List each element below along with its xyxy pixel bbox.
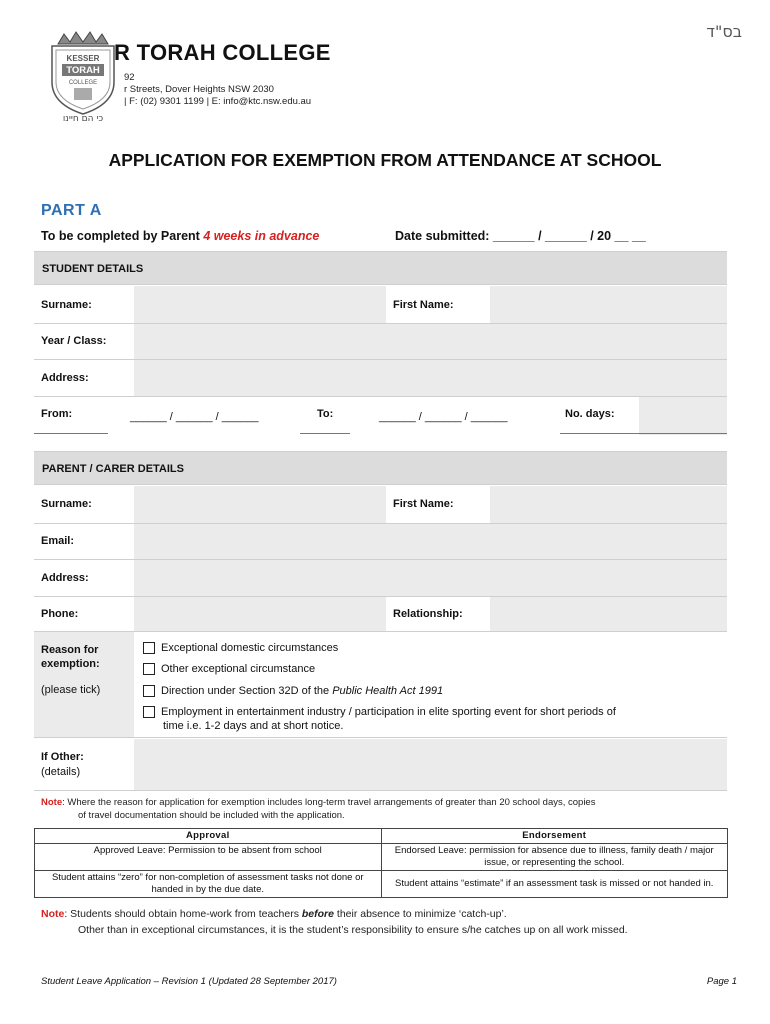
reason-option-employment[interactable]: [143, 705, 616, 733]
parent-firstname-label: First Name:: [393, 498, 454, 510]
logo-text-college: COLLEGE: [68, 80, 98, 86]
table-cell: Endorsed Leave: permission for absence due to illness, family death / major issue, or representing the school.: [381, 844, 728, 871]
no-days-label: No. days:: [565, 408, 615, 420]
form-title: APPLICATION FOR EXEMPTION FROM ATTENDANCE AT SCHOOL: [108, 150, 662, 170]
relationship-label: Relationship:: [393, 608, 463, 620]
student-year-row: [34, 324, 727, 360]
reason-label-line1: Reason for: [41, 644, 99, 656]
logo-motto: כי הם חיינו: [62, 114, 104, 122]
reason-option-label: Exceptional domestic circumstances: [161, 642, 339, 654]
homework-note-before: before: [301, 908, 334, 920]
homework-note-c: their absence to minimize ‘catch-up’.: [333, 908, 507, 920]
table-header-row: [35, 829, 728, 844]
public-health-act: Public Health Act 1991: [332, 685, 444, 697]
table-cell: Student attains “estimate” if an assessment task is missed or not handed in.: [381, 871, 728, 898]
table-cell: Approved Leave: Permission to be absent from school: [35, 844, 382, 871]
travel-note-line1: : Where the reason for application for exemption includes long-term travel arrangements of greater than 20 school days, copies: [62, 797, 596, 808]
travel-note-line2: of travel documentation should be included with the application.: [78, 810, 345, 821]
to-label: To:: [317, 408, 334, 420]
student-surname-label: Surname:: [41, 299, 92, 311]
completion-deadline: 4 weeks in advance: [203, 229, 320, 243]
homework-note: [41, 908, 628, 936]
parent-address-row: [34, 560, 727, 597]
from-label: From:: [41, 408, 73, 420]
student-dates-row: [34, 397, 727, 435]
checkbox[interactable]: [143, 642, 155, 654]
no-days-input[interactable]: [639, 397, 727, 435]
student-surname-input[interactable]: [134, 286, 386, 323]
if-other-label: If Other:: [41, 751, 84, 763]
parent-address-label: Address:: [41, 572, 89, 584]
student-address-row: [34, 360, 727, 397]
if-other-row: [34, 739, 727, 791]
homework-note-a: : Students should obtain home-work from teachers: [64, 908, 302, 920]
divider: [560, 433, 727, 434]
divider: [300, 433, 350, 434]
approval-endorsement-table: [34, 828, 728, 898]
parent-email-row: [34, 524, 727, 560]
address-line-1: 92: [124, 72, 135, 83]
table-cell: Student attains “zero” for non-completion of assessment tasks not done or handed in by the due date.: [35, 871, 382, 898]
note-label: Note: [41, 908, 65, 920]
student-year-input[interactable]: [134, 324, 727, 359]
date-submitted-field[interactable]: Date submitted: ______ / ______ / 20 __ __: [395, 229, 646, 243]
parent-surname-input[interactable]: [134, 486, 386, 523]
logo-text-torah: TORAH: [66, 65, 100, 76]
reason-option-other[interactable]: [143, 662, 315, 676]
public-health-prefix: Direction under Section 32D of the: [161, 685, 333, 697]
reason-label-line2: exemption:: [41, 658, 100, 670]
note-label: Note: [41, 797, 63, 808]
parent-firstname-input[interactable]: [490, 486, 727, 523]
if-other-input[interactable]: [134, 739, 727, 790]
student-name-row: [34, 286, 727, 324]
student-address-label: Address:: [41, 372, 89, 384]
table-header-approval: Approval: [35, 829, 382, 844]
homework-note-line2: Other than in exceptional circumstances, it is the student’s responsibility to ensure s/he catches up on all work missed.: [78, 924, 628, 936]
parent-phone-label: Phone:: [41, 608, 79, 620]
student-year-label: Year / Class:: [41, 335, 107, 347]
parent-address-input[interactable]: [134, 560, 727, 596]
address-line-3: | F: (02) 9301 1199 | E: info@ktc.nsw.edu.au: [124, 96, 312, 107]
please-tick-label: (please tick): [41, 684, 101, 696]
completion-instruction: [41, 229, 319, 243]
footer-revision: Student Leave Application – Revision 1 (Updated 28 September 2017): [41, 976, 337, 987]
bsd-mark: בס"ד: [706, 22, 742, 41]
parent-email-label: Email:: [41, 535, 75, 547]
reason-option-label: [161, 705, 616, 733]
student-firstname-input[interactable]: [490, 286, 727, 323]
checkbox[interactable]: [143, 663, 155, 675]
parent-surname-label: Surname:: [41, 498, 92, 510]
table-row: [35, 844, 728, 871]
parent-phone-input[interactable]: [134, 597, 386, 631]
student-details-header: STUDENT DETAILS: [34, 251, 727, 285]
parent-name-row: [34, 486, 727, 524]
student-address-input[interactable]: [134, 360, 727, 396]
to-date-field[interactable]: ______ / ______ / ______: [379, 411, 508, 423]
address-line-2: r Streets, Dover Heights NSW 2030: [124, 84, 274, 95]
footer-page-number: Page 1: [706, 976, 737, 987]
reason-option-public-health[interactable]: [143, 684, 443, 698]
college-name: R TORAH COLLEGE: [114, 40, 331, 65]
relationship-input[interactable]: [490, 597, 727, 631]
parent-email-input[interactable]: [134, 524, 727, 559]
employment-line-1: Employment in entertainment industry / participation in elite sporting event for short periods of: [161, 706, 616, 718]
details-label: (details): [41, 766, 81, 778]
employment-line-2: time i.e. 1-2 days and at short notice.: [163, 720, 344, 732]
parent-details-header: PARENT / CARER DETAILS: [34, 451, 727, 485]
part-a-heading: PART A: [41, 202, 102, 219]
checkbox[interactable]: [143, 685, 155, 697]
reason-option-label: [161, 684, 443, 698]
reason-option-domestic[interactable]: [143, 641, 338, 655]
reason-option-label: Other exceptional circumstance: [161, 663, 316, 675]
parent-phone-row: [34, 597, 727, 632]
checkbox[interactable]: [143, 706, 155, 718]
table-header-endorsement: Endorsement: [381, 829, 728, 844]
divider: [34, 433, 108, 434]
logo-text-kesser: KESSER: [66, 54, 100, 63]
student-firstname-label: First Name:: [393, 299, 454, 311]
travel-note: [41, 797, 595, 821]
completion-prefix: To be completed by Parent: [41, 229, 204, 243]
table-row: [35, 871, 728, 898]
from-date-field[interactable]: ______ / ______ / ______: [130, 411, 259, 423]
